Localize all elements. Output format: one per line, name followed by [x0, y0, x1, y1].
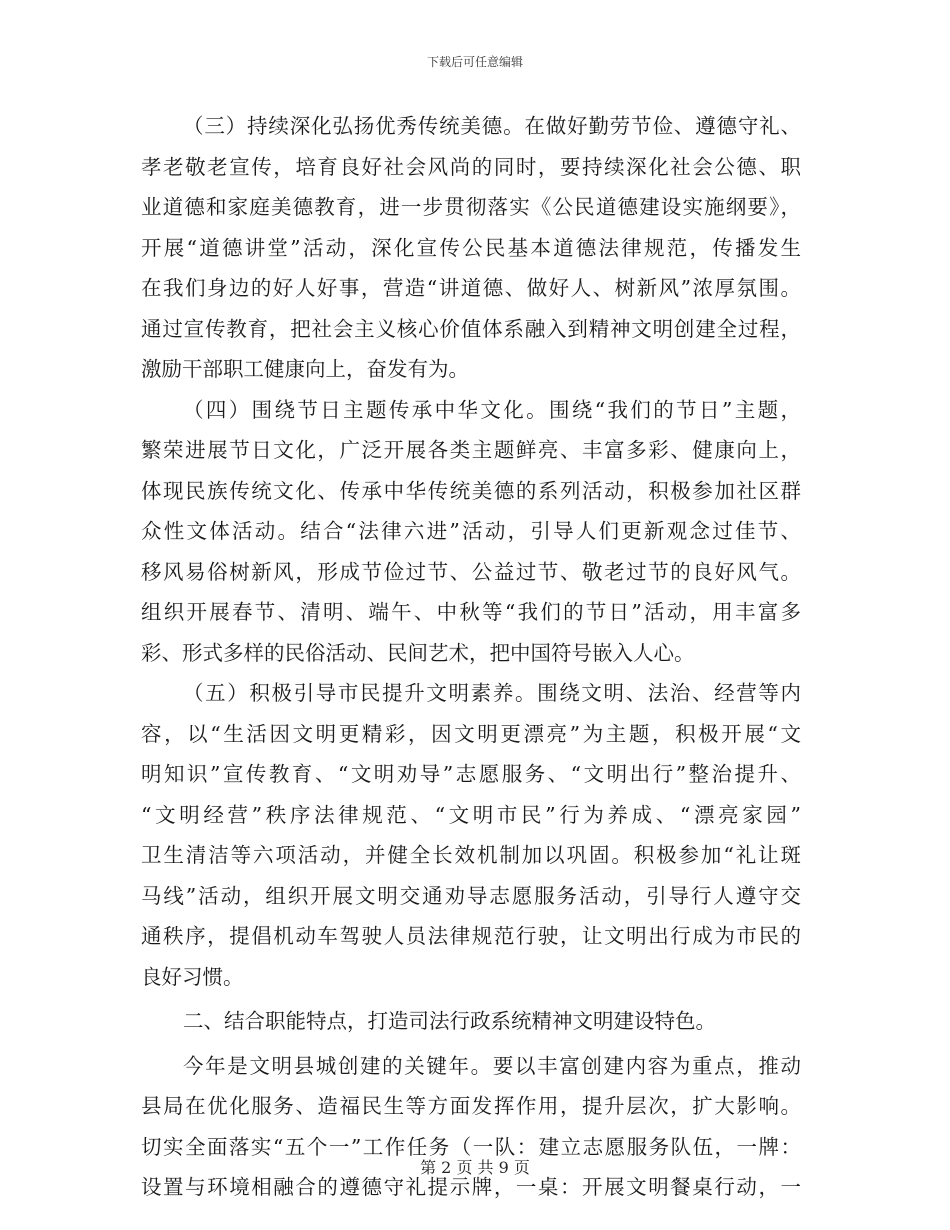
- text-line: 通秩序，提倡机动车驾驶人员法律规范行驶，让文明出行成为市民的: [141, 924, 801, 948]
- text-line: 体现民族传统文化、传承中华传统美德的系列活动，积极参加社区群: [141, 478, 801, 503]
- text-line: （四）围绕节日主题传承中华文化。围绕“我们的节日”主题，: [183, 397, 801, 422]
- document-body: [141, 106, 801, 1208]
- section-heading: 二、结合职能特点，打造司法行政系统精神文明建设特色。: [183, 1009, 716, 1033]
- text-line: 众性文体活动。结合“法律六进”活动，引导人们更新观念过佳节、: [141, 519, 801, 543]
- text-line: 彩、形式多样的民俗活动、民间艺术，把中国符号嵌入人心。: [141, 640, 695, 665]
- page-header: 下载后可任意编辑: [426, 55, 523, 69]
- text-line: 卫生清洁等六项活动，并健全长效机制加以巩固。积极参加“礼让斑: [141, 843, 801, 867]
- text-line: 移风易俗树新风，形成节俭过节、公益过节、敬老过节的良好风气。: [141, 559, 801, 584]
- text-line: 孝老敬老宣传，培育良好社会风尚的同时，要持续深化社会公德、职: [141, 154, 801, 179]
- text-line: 在我们身边的好人好事，营造“讲道德、做好人、树新风”浓厚氛围。: [141, 276, 801, 300]
- text-line: 良好习惯。: [141, 964, 244, 989]
- text-line: 通过宣传教育，把社会主义核心价值体系融入到精神文明创建全过程，: [141, 316, 801, 341]
- text-line: （五）积极引导市民提升文明素养。围绕文明、法治、经营等内: [183, 681, 801, 705]
- text-line: 明知识”宣传教育、“文明劝导”志愿服务、“文明出行”整治提升、: [141, 762, 801, 786]
- page-number: 第 2 页 共 9 页: [420, 1158, 530, 1177]
- text-line: 今年是文明县城创建的关键年。要以丰富创建内容为重点，推动: [183, 1053, 801, 1078]
- text-line: 县局在优化服务、造福民生等方面发挥作用，提升层次，扩大影响。: [141, 1094, 801, 1118]
- text-line: 容，以“生活因文明更精彩，因文明更漂亮”为主题，积极开展“文: [141, 721, 801, 746]
- text-line: 激励干部职工健康向上，奋发有为。: [141, 357, 469, 381]
- text-line: 开展“道德讲堂”活动，深化宣传公民基本道德法律规范，传播发生: [141, 235, 801, 260]
- text-line: 组织开展春节、清明、端午、中秋等“我们的节日”活动，用丰富多: [141, 600, 801, 624]
- text-line: 切实全面落实“五个一”工作任务（一队：建立志愿服务队伍，一牌：: [141, 1134, 801, 1159]
- text-line: 设置与环境相融合的遵德守礼提示牌，一桌：开展文明餐桌行动，一: [141, 1175, 801, 1199]
- text-line: （三）持续深化弘扬优秀传统美德。在做好勤劳节俭、遵德守礼、: [183, 114, 801, 138]
- text-line: 马线”活动，组织开展文明交通劝导志愿服务活动，引导行人遵守交: [141, 883, 801, 908]
- text-line: 繁荣进展节日文化，广泛开展各类主题鲜亮、丰富多彩、健康向上，: [141, 438, 801, 462]
- text-line: 业道德和家庭美德教育，进一步贯彻落实《公民道德建设实施纲要》，: [141, 195, 801, 219]
- text-line: “文明经营”秩序法律规范、“文明市民”行为养成、“漂亮家园”: [141, 802, 801, 827]
